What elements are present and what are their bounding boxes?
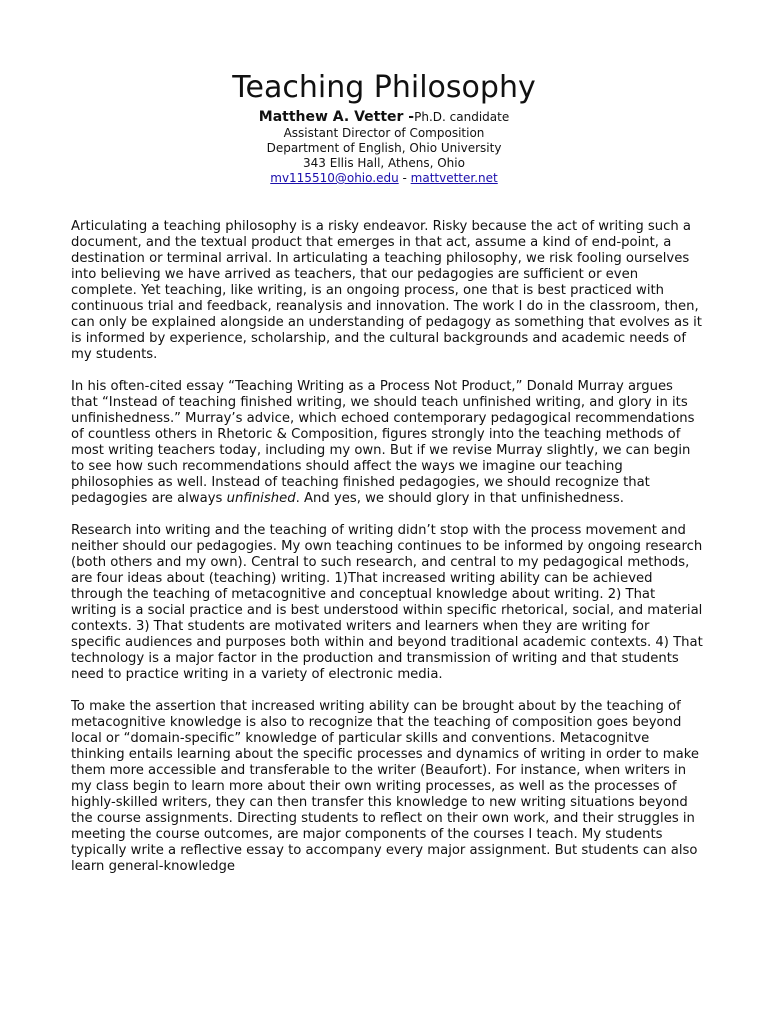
contact-links bbox=[0, 171, 768, 186]
paragraph-2-text-end: . And yes, we should glory in that unfinishedness. bbox=[295, 491, 624, 506]
page-title: Teaching Philosophy bbox=[232, 70, 536, 105]
paragraph-4: To make the assertion that increased writing ability can be brought about by the teaching of metacognitive knowledge is also to recognize that the teaching of composition goes beyond local or “domain-specific” knowledge of particular skills and conventions. Metacognitve thinking entails learning about the specific processes and dynamics of writing in order to make them more accessible and transferable to the writer (Beaufort). For instance, when writers in my class begin to learn more about their own writing processes, as well as the processes of highly-skilled writers, they can then transfer this knowledge to new writing situations beyond the course assignments. Directing students to reflect on their own work, and their struggles in meeting the course outcomes, are major components of the courses I teach. My students typically write a reflective essay to accompany every major assignment. But students can also learn general-knowledge bbox=[71, 699, 700, 874]
author-line bbox=[0, 109, 768, 126]
document-header bbox=[0, 68, 768, 186]
link-separator: - bbox=[398, 171, 411, 185]
author-name: Matthew A. Vetter - bbox=[258, 109, 415, 125]
author-position: Assistant Director of Composition bbox=[283, 126, 485, 140]
author-department: Department of English, Ohio University bbox=[266, 141, 502, 155]
website-link[interactable]: mattvetter.net bbox=[410, 171, 498, 185]
document-body bbox=[71, 219, 703, 875]
author-role: Ph.D. candidate bbox=[414, 110, 510, 124]
paragraph-1: Articulating a teaching philosophy is a risky endeavor. Risky because the act of writing such a document, and the textual product that emerges in that act, assume a kind of end-point, a destination or terminal arrival. In articulating a teaching philosophy, we risk fooling ourselves into believing we have arrived as teachers, that our pedagogies are sufficient or even complete. Yet teaching, like writing, is an ongoing process, one that is best practiced with continuous trial and feedback, reanalysis and innovation. The work I do in the classroom, then, can only be explained alongside an understanding of pedagogy as something that evolves as it is informed by experience, scholarship, and the cultural backgrounds and academic needs of my students. bbox=[71, 219, 702, 362]
paragraph-2 bbox=[71, 379, 703, 507]
author-address: 343 Ellis Hall, Athens, Ohio bbox=[303, 156, 465, 170]
email-link[interactable]: mv115510@ohio.edu bbox=[270, 171, 399, 185]
paragraph-2-emphasis: unfinished bbox=[226, 491, 296, 506]
paragraph-3: Research into writing and the teaching of writing didn’t stop with the process movement and neither should our pedagogies. My own teaching continues to be informed by ongoing research (both others and my own). Central to such research, and central to my pedagogical methods, are four ideas about (teaching) writing. 1)That increased writing ability can be achieved through the teaching of metacognitive and conceptual knowledge about writing. 2) That writing is a social practice and is best understood within specific rhetorical, social, and material contexts. 3) That students are motivated writers and learners when they are writing for specific audiences and purposes both within and beyond traditional academic contexts. 4) That technology is a major factor in the production and transmission of writing and that students need to practice writing in a variety of electronic media. bbox=[71, 523, 703, 682]
paragraph-2-text-start: In his often-cited essay “Teaching Writing as a Process Not Product,” Donald Murray argues that “Instead of teaching finished writing, we should teach unfinished writing, and glory in its unfinishedness.” Murray’s advice, which echoed contemporary pedagogical recommendations of countless others in Rhetoric & Composition, figures strongly into the teaching methods of most writing teachers today, including my own. But if we revise Murray slightly, we can begin to see how such recommendations should affect the ways we imagine our teaching philosophies as well. Instead of teaching finished pedagogies, we should recognize that pedagogies are always bbox=[71, 379, 695, 506]
